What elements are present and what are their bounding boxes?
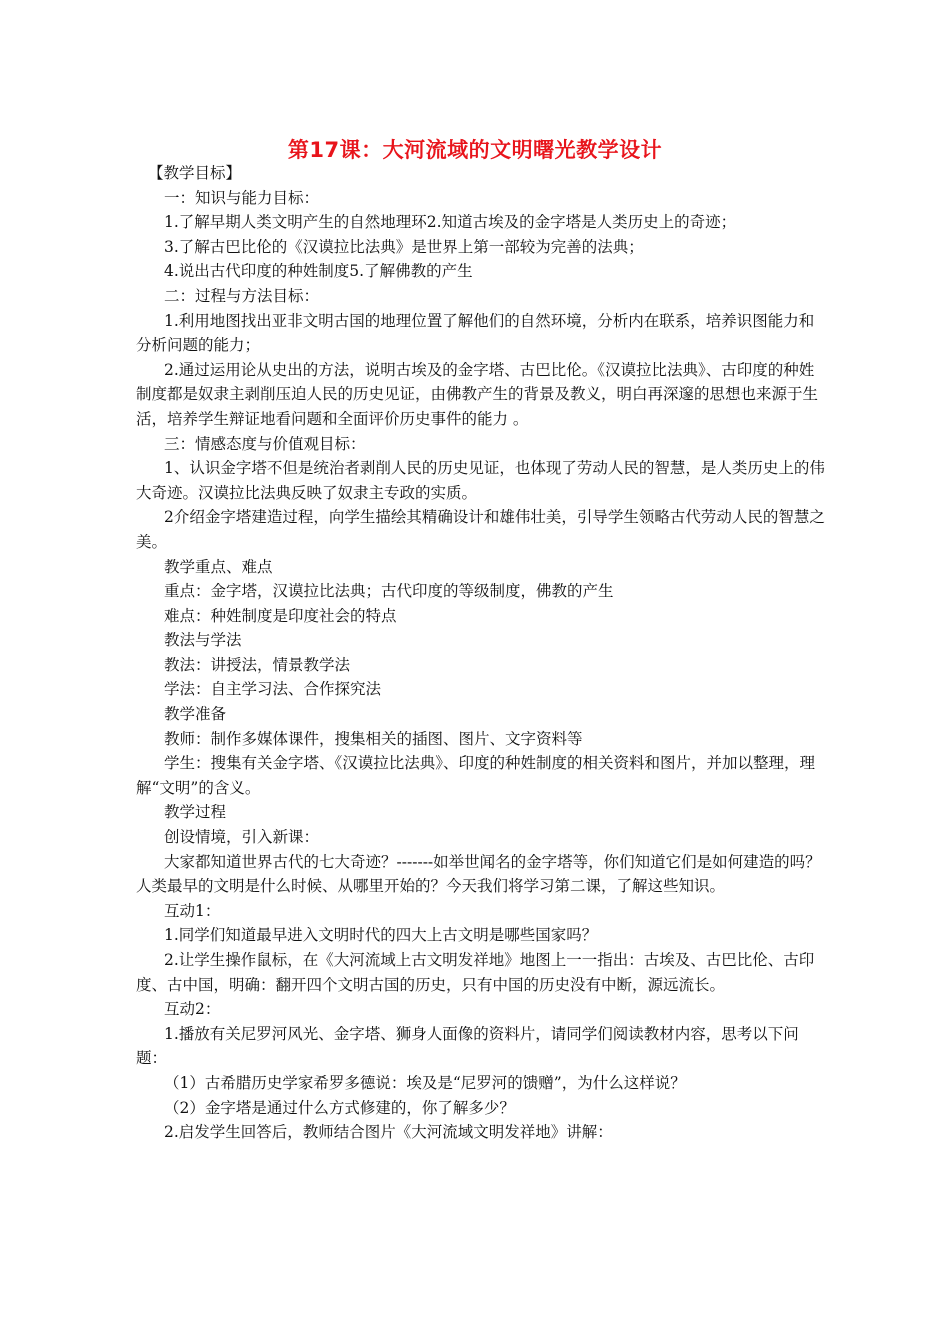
- paragraph: 教师：制作多媒体课件，搜集相关的插图、图片、文字资料等: [164, 729, 583, 748]
- paragraph: 难点：种姓制度是印度社会的特点: [164, 606, 397, 625]
- paragraph: 1.了解早期人类文明产生的自然地理环2.知道古埃及的金字塔是人类历史上的奇迹；: [164, 213, 737, 232]
- document-title: 第17课：大河流域的文明曙光教学设计: [287, 138, 663, 162]
- subheading-process: 二：过程与方法目标：: [164, 286, 320, 305]
- subheading-preparation: 教学准备: [164, 705, 227, 724]
- paragraph: 1.同学们知道最早进入文明时代的四大上古文明是哪些国家吗？: [164, 926, 598, 945]
- subheading-knowledge: 一：知识与能力目标：: [164, 188, 320, 207]
- subheading-methods: 教法与学法: [164, 631, 242, 650]
- paragraph: （1）古希腊历史学家希罗多德说：埃及是“尼罗河的馈赠”，为什么这样说？: [164, 1073, 686, 1092]
- paragraph: 3.了解古巴比伦的《汉谟拉比法典》是世界上第一部较为完善的法典；: [164, 237, 644, 256]
- paragraph: （2）金字塔是通过什么方式修建的，你了解多少？: [164, 1098, 515, 1117]
- paragraph: 学生：搜集有关金字塔、《汉谟拉比法典》、印度的种姓制度的相关资料和图片，并加以整理，理解“文明”的含义。: [136, 754, 816, 797]
- paragraph: 1、认识金字塔不但是统治者剥削人民的历史见证，也体现了劳动人民的智慧，是人类历史上的伟大奇迹。汉谟拉比法典反映了奴隶主专政的实质。: [136, 459, 825, 502]
- section-heading-objectives: 【教学目标】: [148, 164, 242, 182]
- paragraph: 1.播放有关尼罗河风光、金字塔、狮身人面像的资料片，请同学们阅读教材内容，思考以下问题：: [136, 1024, 799, 1068]
- paragraph: 2.通过运用论从史出的方法，说明古埃及的金字塔、古巴比伦。《汉谟拉比法典》、古印度的种姓制度都是奴隶主剥削压迫人民的历史见证，由佛教产生的背景及教义，明白再深邃的思想也来源于生活，培养学生辩证地看问题和全面评价历史事件的能力 。: [136, 360, 819, 428]
- paragraph: 创设情境，引入新课：: [164, 828, 320, 847]
- paragraph: 学法：自主学习法、合作探究法: [164, 680, 382, 699]
- paragraph: 2.启发学生回答后，教师结合图片《大河流域文明发祥地》讲解：: [164, 1123, 613, 1142]
- paragraph: 1.利用地图找出亚非文明古国的地理位置了解他们的自然环境，分析内在联系，培养识图能力和分析问题的能力；: [136, 311, 815, 355]
- subheading-interaction-1: 互动1：: [164, 901, 221, 920]
- paragraph: 4.说出古代印度的种姓制度5.了解佛教的产生: [164, 262, 473, 281]
- paragraph: 2.让学生操作鼠标，在《大河流域上古文明发祥地》地图上一一指出：古埃及、古巴比伦、古印度、古中国，明确：翻开四个文明古国的历史，只有中国的历史没有中断，源远流长。: [136, 951, 815, 994]
- subheading-key-points: 教学重点、难点: [164, 557, 273, 576]
- subheading-interaction-2: 互动2：: [164, 1000, 221, 1019]
- paragraph: 大家都知道世界古代的七大奇迹？-------如举世闻名的金字塔等，你们知道它们是如何建造的吗？人类最早的文明是什么时候、从哪里开始的？今天我们将学习第二课，了解这些知识。: [136, 852, 821, 896]
- document-body: [136, 161, 826, 1145]
- paragraph: 重点：金字塔，汉谟拉比法典；古代印度的等级制度，佛教的产生: [164, 582, 614, 601]
- subheading-emotion: 三：情感态度与价值观目标：: [164, 434, 366, 453]
- paragraph: 教法：讲授法，情景教学法: [164, 655, 351, 674]
- subheading-teaching-process: 教学过程: [164, 803, 227, 822]
- paragraph: 2介绍金字塔建造过程，向学生描绘其精确设计和雄伟壮美，引导学生领略古代劳动人民的智慧之美。: [136, 508, 825, 551]
